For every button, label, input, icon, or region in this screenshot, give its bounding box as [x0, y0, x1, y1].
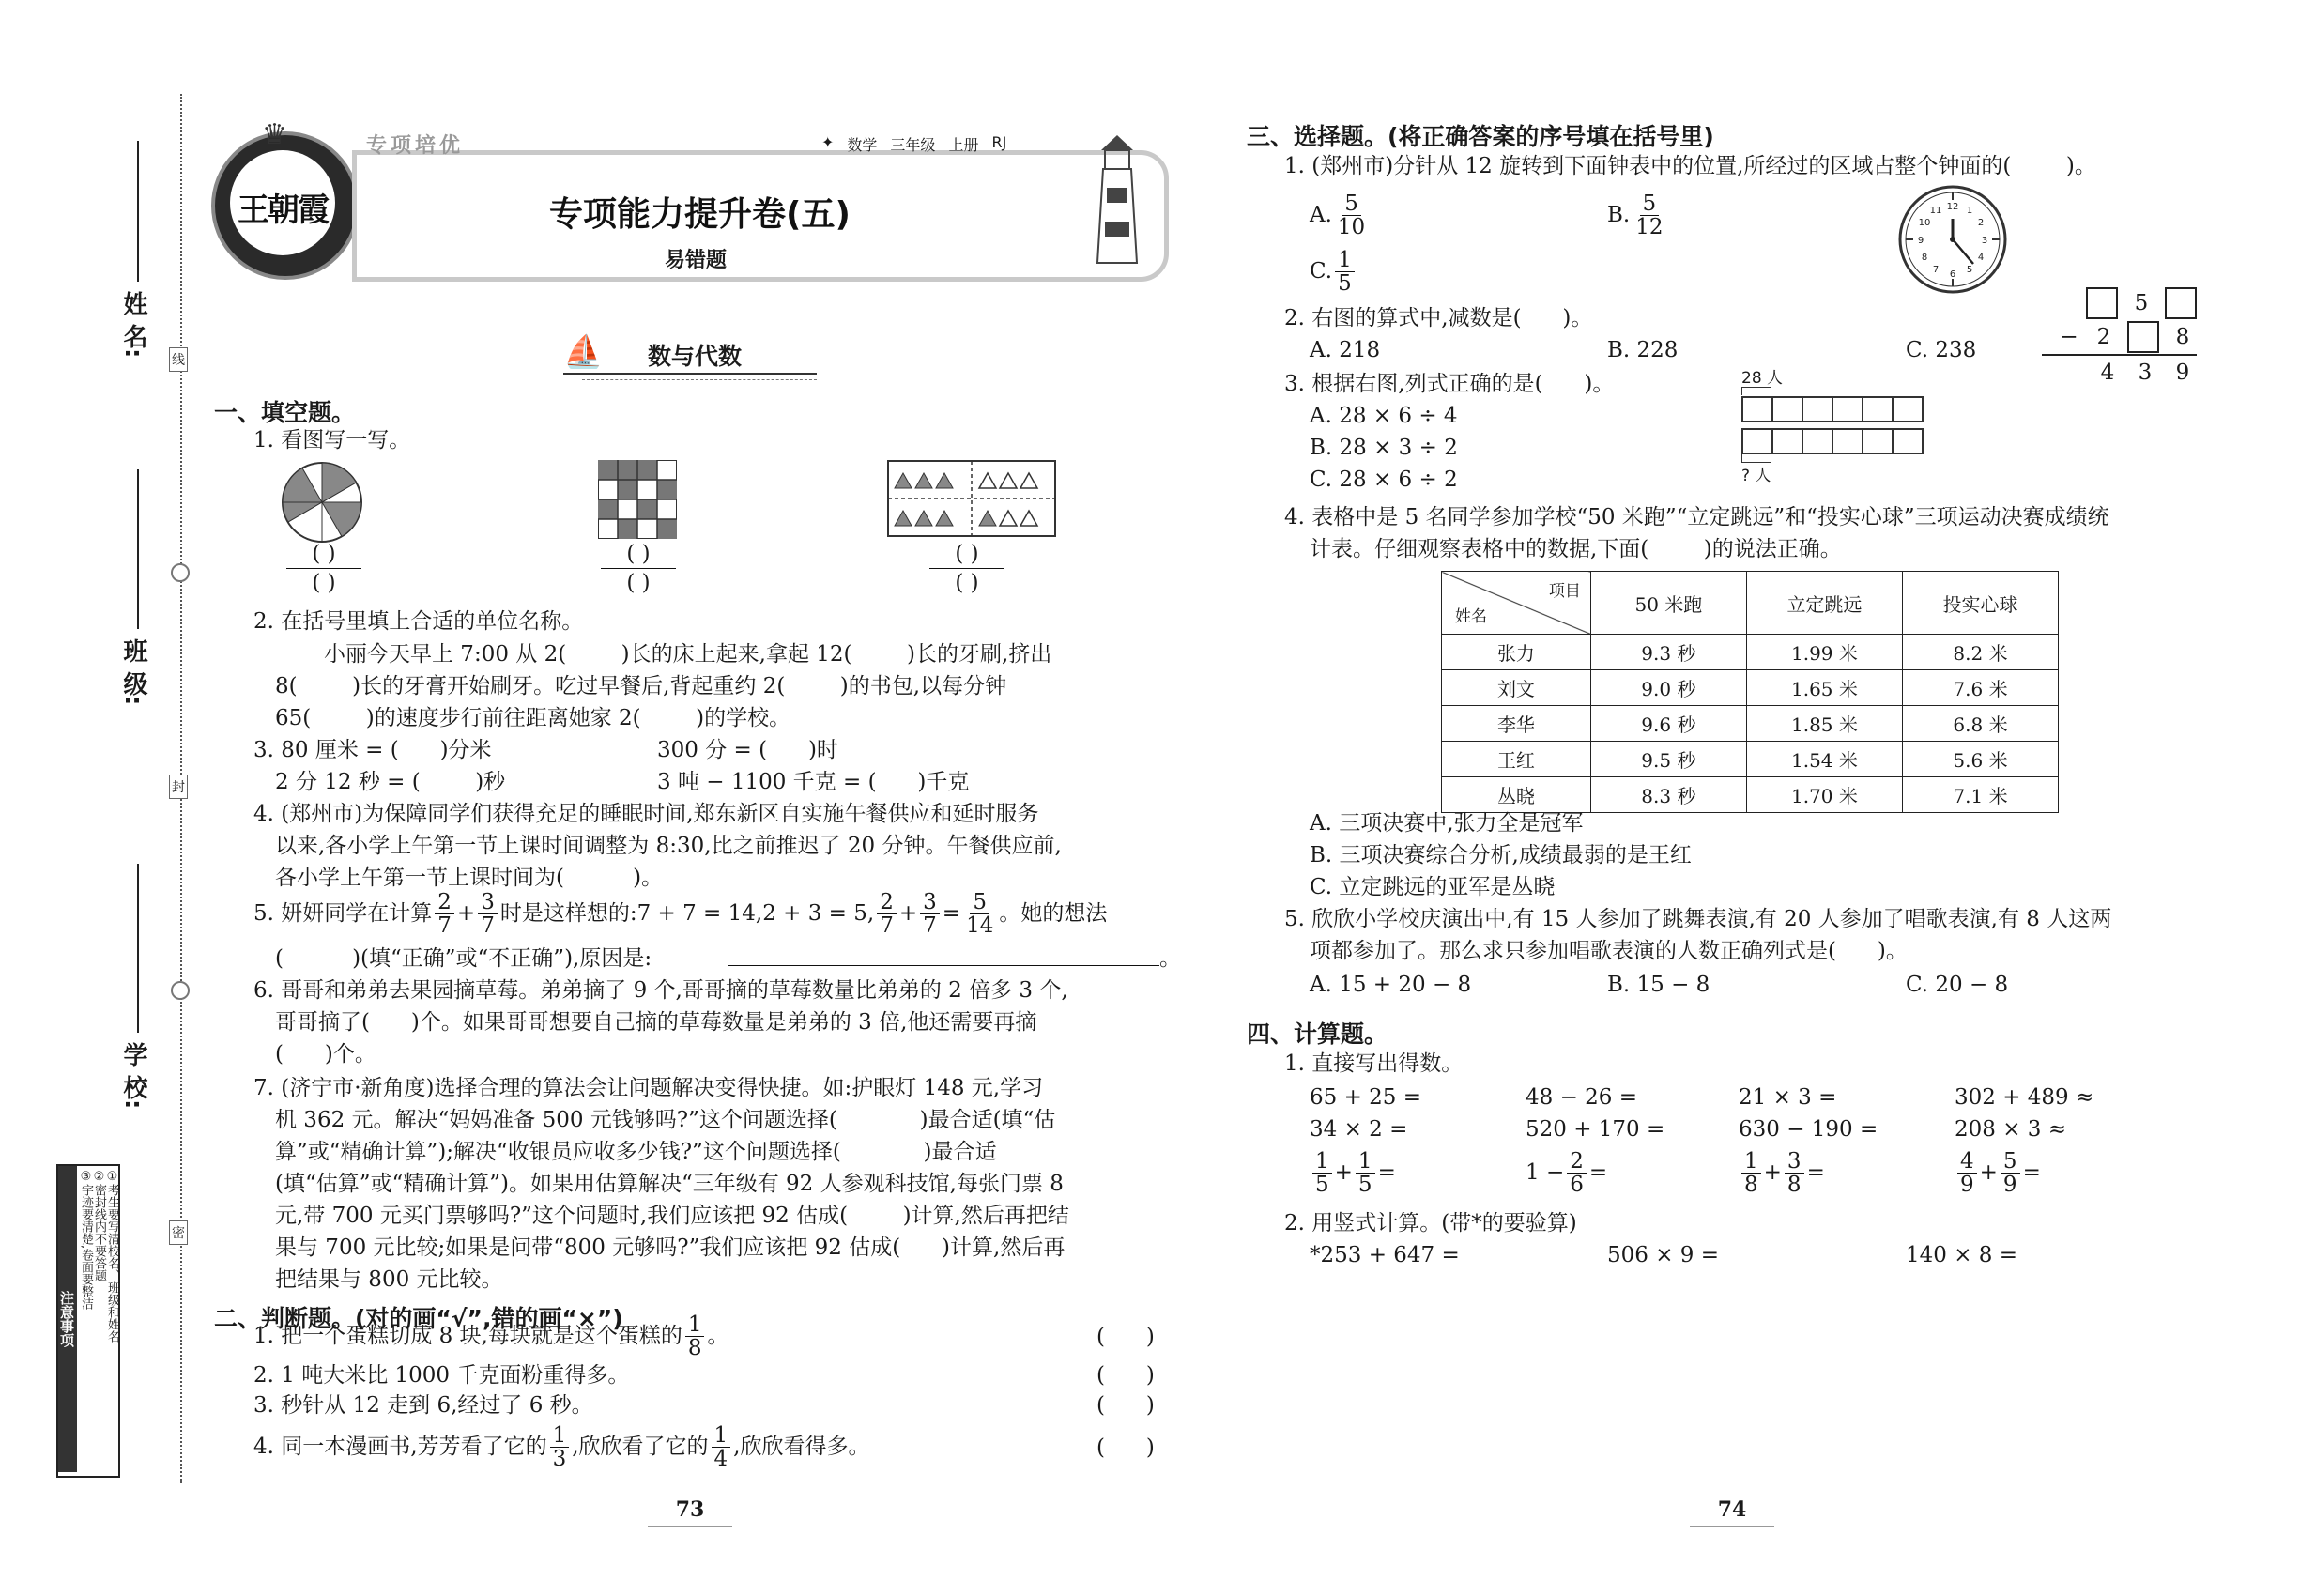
c4-option-c[interactable]: C. 立定跳远的亚军是丛晓 [1310, 875, 1556, 899]
column-header: 50 米跑 [1590, 572, 1746, 635]
clock-figure [1896, 183, 2009, 296]
digit: 5 [2134, 291, 2149, 315]
fraction: $\frac{3}{8}$ [1785, 1150, 1804, 1196]
vertical-calc-item: 506 × 9 = [1607, 1243, 1720, 1267]
lighthouse-icon [1084, 131, 1150, 272]
minus-sign: − [2060, 325, 2078, 349]
q5-post: 。她的想法 [999, 901, 1108, 926]
q5-pre: 5. 妍妍同学在计算 [253, 901, 433, 926]
part3-title: 三、选择题。(将正确答案的序号填在括号里) [1247, 123, 1714, 150]
fraction: $\frac{1}{5}$ [1335, 249, 1355, 295]
notice-item: ①考生要写清校名、班级和姓名 [105, 1170, 119, 1343]
table-row: 张力 9.3 秒 1.99 米 8.2 米 [1442, 635, 2059, 670]
calc-item: $\frac{1}{8}$ + $\frac{3}{8}$ = [1739, 1142, 1825, 1204]
c2-option-b[interactable]: B. 228 [1607, 338, 1679, 362]
q5-end: 。 [1159, 946, 1181, 971]
notice-item: ②密封线内不要答题 [92, 1170, 106, 1281]
c4-option-a[interactable]: A. 三项决赛中,张力全是冠军 [1310, 811, 1584, 836]
svg-text:1: 1 [1966, 206, 1973, 216]
seal-marker-line: 线 [169, 347, 188, 372]
corner-bottom-label: 姓名 [1455, 607, 1487, 626]
c2-stem: 2. 右图的算式中,减数是( )。 [1284, 306, 1593, 330]
svg-text:2: 2 [1977, 218, 1985, 228]
svg-text:11: 11 [1929, 206, 1942, 216]
part4-title: 四、计算题。 [1247, 1021, 1388, 1048]
q2-stem: 2. 在括号里填上合适的单位名称。 [253, 609, 584, 634]
vertical-calc-item: 140 × 8 = [1906, 1243, 2018, 1267]
svg-text:8: 8 [1921, 253, 1928, 263]
column-header: 投实心球 [1903, 572, 2059, 635]
c5-option-c[interactable]: C. 20 − 8 [1906, 973, 2009, 997]
calc-item: 208 × 3 ≈ [1955, 1117, 2067, 1142]
judge-3-mark[interactable]: ( ) [1096, 1393, 1155, 1418]
k1-stem: 1. 直接写出得数。 [1284, 1051, 1464, 1076]
meta-star-icon: ✦ [821, 133, 835, 151]
notice-box [56, 1164, 120, 1478]
digit-box[interactable] [2165, 287, 2197, 319]
c3-stem: 3. 根据右图,列式正确的是( )。 [1284, 372, 1615, 396]
q7-line4: (填“估算”或“精确计算”)。如果用估算解决“三年级有 92 人参观科技馆,每张门票 8 [275, 1172, 1064, 1196]
part2-title: 二、判断题。(对的画“√”,错的画“×”) [214, 1305, 623, 1332]
digit-box[interactable] [2127, 321, 2159, 353]
q1a-denominator-blank[interactable]: ( ) [312, 571, 336, 595]
binding-strip [56, 94, 197, 1483]
q2-line1: 小丽今天早上 7:00 从 2( )长的床上起来,拿起 12( )长的牙刷,挤出 [324, 642, 1052, 667]
judge-1: 1. 把一个蛋糕切成 8 块,每块就是这个蛋糕的 $\frac{1}{8}$ 。 [253, 1312, 729, 1360]
c4-line2: 计表。仔细观察表格中的数据,下面( )的说法正确。 [1310, 537, 1842, 561]
table-row: 李华 9.6 秒 1.85 米 6.8 米 [1442, 706, 2059, 742]
q7-line5: 元,带 700 元买门票够吗?”这个问题时,我们应该把 92 估成( )计算,然后再把结 [275, 1204, 1069, 1228]
fraction: $\frac{5}{9}$ [2001, 1150, 2020, 1196]
digit: 4 [2100, 361, 2115, 385]
calc-item: 520 + 170 = [1526, 1117, 1665, 1142]
digit-box[interactable] [2086, 287, 2118, 319]
q1c-denominator-blank[interactable]: ( ) [955, 571, 979, 595]
q3-d: 3 吨 − 1100 千克 = ( )千克 [657, 770, 970, 794]
q1-answer-a[interactable] [286, 540, 361, 597]
page-title: 专项能力提升卷(五) [549, 195, 851, 234]
header-banner [211, 118, 1178, 282]
fraction: $\frac{1}{8}$ [1741, 1150, 1761, 1196]
section-heading [563, 333, 817, 380]
section-title: 数与代数 [648, 343, 743, 370]
svg-text:5: 5 [1966, 265, 1973, 275]
q2-line2: 8( )长的牙膏开始刷牙。吃过早餐后,背起重约 2( )的书包,以每分钟 [275, 674, 1007, 698]
c4-line1: 4. 表格中是 5 名同学参加学校“50 米跑”“立定跳远”和“投实心球”三项运动决赛成绩统 [1284, 505, 2109, 529]
meta-grade: 三年级 [890, 136, 936, 154]
q7-line7: 把结果与 800 元比较。 [275, 1267, 503, 1292]
q5-mid: 时是这样想的:7 + 7 = 14,2 + 3 = 5, [499, 901, 875, 926]
digit: 8 [2175, 325, 2190, 349]
fraction: $\frac{1}{8}$ [685, 1313, 705, 1359]
q6-line1: 6. 哥哥和弟弟去果园摘草莓。弟弟摘了 9 个,哥哥摘的草莓数量比弟弟的 2 倍多 3 个, [253, 978, 1068, 1003]
svg-text:10: 10 [1918, 218, 1931, 228]
digit: 2 [2096, 325, 2111, 349]
c2-option-a[interactable]: A. 218 [1310, 338, 1381, 362]
fraction: $\frac{1}{5}$ [1356, 1150, 1375, 1196]
crown-icon: ♛ [262, 118, 287, 151]
meta-subject: 数学 [847, 136, 878, 154]
c3-option-c[interactable]: C. 28 × 6 ÷ 2 [1310, 468, 1458, 492]
c3-option-b[interactable]: B. 28 × 3 ÷ 2 [1310, 436, 1458, 460]
calc-item: 48 − 26 = [1526, 1085, 1638, 1110]
q1-stem: 1. 看图写一写。 [253, 428, 411, 453]
pie-figure [280, 460, 364, 545]
fraction: $\frac{2}{7}$ [877, 891, 897, 937]
c2-option-c[interactable]: C. 238 [1906, 338, 1977, 362]
class-field[interactable] [137, 469, 139, 629]
table-corner [1442, 572, 1591, 635]
q5-reason-field[interactable] [728, 965, 1159, 966]
digit: 9 [2175, 361, 2190, 385]
q7-line3: 算”或“精确计算”);解决“收银员应收多少钱?”这个问题选择( )最合适 [275, 1140, 997, 1164]
q1b-numerator-blank[interactable]: ( ) [601, 540, 676, 569]
c5-line1: 5. 欣欣小学校庆演出中,有 15 人参加了跳舞表演,有 20 人参加了唱歌表演,有 8 人这两 [1284, 907, 2112, 931]
svg-text:4: 4 [1977, 253, 1985, 263]
q7-line2: 机 362 元。解决“妈妈准备 500 元钱够吗?”这个问题选择( )最合适(填“估 [275, 1108, 1056, 1132]
svg-text:7: 7 [1932, 265, 1940, 275]
meta-edition: RJ [991, 133, 1007, 151]
q7-line6: 果与 700 元比较;如果是问带“800 元够吗?”我们应该把 92 估成( )计算,然后再 [275, 1235, 1066, 1260]
q1c-numerator-blank[interactable]: ( ) [929, 540, 1004, 569]
calc-item: $\frac{4}{9}$ + $\frac{5}{9}$ = [1955, 1142, 2041, 1204]
seal-marker-seal: 封 [169, 775, 188, 799]
c5-line2: 项都参加了。那么求只参加唱歌表演的人数正确列式是( )。 [1310, 939, 1908, 963]
c3-bottom-label: ? 人 [1741, 467, 1771, 485]
judge-1-mark[interactable]: ( ) [1096, 1325, 1155, 1349]
table-row: 丛晓 8.3 秒 1.70 米 7.1 米 [1442, 777, 2059, 813]
calc-item: 630 − 190 = [1739, 1117, 1878, 1142]
page-subtitle: 易错题 [657, 244, 734, 273]
sailboat-icon: ⛵ [563, 333, 604, 371]
fraction: $\frac{2}{7}$ [435, 891, 454, 937]
c3-option-a[interactable]: A. 28 × 6 ÷ 4 [1310, 404, 1458, 428]
q5-line2: ( )(填“正确”或“不正确”),原因是: [275, 946, 652, 971]
page-number-right: 74 [1690, 1497, 1774, 1527]
school-label: 学 校: [119, 1042, 147, 1110]
name-label: 姓 名: [119, 291, 147, 359]
judge-3: 3. 秒针从 12 走到 6,经过了 6 秒。 [253, 1393, 593, 1418]
fraction: $\frac{3}{7}$ [478, 891, 498, 937]
calc-item: 34 × 2 = [1310, 1117, 1408, 1142]
part1-title: 一、填空题。 [214, 399, 356, 426]
fraction: $\frac{4}{9}$ [1957, 1150, 1977, 1196]
c1-stem: 1. (郑州市)分针从 12 旋转到下面钟表中的位置,所经过的区域占整个钟面的( )。 [1284, 154, 2096, 178]
meta-term: 上册 [948, 136, 979, 154]
c3-top-label: 28 人 [1741, 369, 1784, 388]
q5-line1: 5. 妍妍同学在计算 $\frac{2}{7}$ + $\frac{3}{7}$ 时是这样想的:7 + 7 = 14,2 + 3 = 5, $\frac{2}{7}$ + $\frac{3}{7}$ = $\frac{5}{14}$ 。她的想法 [253, 889, 1108, 938]
calc-item: 302 + 489 ≈ [1955, 1085, 2094, 1110]
fraction: $\frac{1}{4}$ [712, 1424, 731, 1470]
q3-a: 3. 80 厘米 = ( )分米 [253, 738, 492, 762]
notice-title: 注意事项 [58, 1166, 77, 1472]
fraction: $\frac{5}{12}$ [1635, 191, 1664, 239]
judge-2: 2. 1 吨大米比 1000 千克面粉重得多。 [253, 1363, 630, 1388]
q1-answer-c[interactable] [929, 540, 1004, 597]
topic-tag: 专项培优 [366, 134, 465, 158]
score-table [1441, 571, 2059, 813]
fraction: $\frac{1}{3}$ [550, 1424, 570, 1470]
corner-top-label: 项目 [1548, 582, 1581, 601]
table-row: 王红 9.5 秒 1.54 米 5.6 米 [1442, 742, 2059, 777]
notice-item: ③字迹要清楚,卷面要整洁 [79, 1170, 93, 1311]
q3-c: 2 分 12 秒 = ( )秒 [275, 770, 506, 794]
c5-option-b[interactable]: B. 15 − 8 [1607, 973, 1710, 997]
q1-answer-b[interactable] [601, 540, 676, 597]
c1-option-a[interactable]: A. $\frac{5}{10}$ [1310, 184, 1371, 246]
calc-item: 65 + 25 = [1310, 1085, 1422, 1110]
svg-text:9: 9 [1917, 236, 1924, 246]
binding-hole [171, 981, 190, 1000]
c3-bar-diagram [1741, 364, 1910, 486]
q7-line1: 7. (济宁市·新角度)选择合理的算法会让问题解决变得快捷。如:护眼灯 148 元,学习 [253, 1076, 1044, 1100]
judge-4: 4. 同一本漫画书,芳芳看了它的 $\frac{1}{3}$ ,欣欣看了它的 $\frac{1}{4}$ ,欣欣看得多。 [253, 1422, 870, 1471]
k2-stem: 2. 用竖式计算。(带*的要验算) [1284, 1211, 1577, 1235]
fraction: $\frac{5}{10}$ [1337, 191, 1366, 239]
grid-figure [598, 460, 677, 539]
q3-b: 300 分 = ( )时 [657, 738, 838, 762]
q4-line2: 以来,各小学上午第一节上课时间调整为 8:30,比之前推迟了 20 分钟。午餐供应前, [275, 834, 1062, 858]
digit: 3 [2138, 361, 2153, 385]
q1a-numerator-blank[interactable]: ( ) [286, 540, 361, 569]
c1-option-b[interactable]: B. $\frac{5}{12}$ [1607, 184, 1669, 246]
column-header: 立定跳远 [1746, 572, 1902, 635]
fraction: $\frac{3}{7}$ [920, 891, 940, 937]
calc-item: $\frac{1}{5}$ + $\frac{1}{5}$ = [1310, 1142, 1396, 1204]
brand-name: 王朝霞 [238, 192, 328, 229]
calc-item: 21 × 3 = [1739, 1085, 1837, 1110]
q6-line2: 哥哥摘了( )个。如果哥哥想要自己摘的草莓数量是弟弟的 3 倍,他还需要再摘 [275, 1010, 1037, 1035]
c2-vertical-subtraction [2042, 286, 2197, 390]
svg-text:6: 6 [1949, 269, 1956, 280]
triangle-figure [887, 460, 1056, 537]
fraction: $\frac{2}{6}$ [1567, 1150, 1587, 1196]
calc-item: 1 − $\frac{2}{6}$ = [1526, 1148, 1608, 1197]
name-field[interactable] [137, 141, 139, 282]
table-row: 刘文 9.0 秒 1.65 米 7.6 米 [1442, 670, 2059, 706]
binding-hole [171, 563, 190, 582]
school-field[interactable] [137, 864, 139, 1033]
svg-text:12: 12 [1946, 202, 1959, 212]
c5-option-a[interactable]: A. 15 + 20 − 8 [1310, 973, 1472, 997]
judge-2-mark[interactable]: ( ) [1096, 1363, 1155, 1388]
page-number-left: 73 [648, 1497, 732, 1527]
q6-line3: ( )个。 [275, 1042, 376, 1067]
q4-line1: 4. (郑州市)为保障同学们获得充足的睡眠时间,郑东新区自实施午餐供应和延时服务 [253, 802, 1039, 826]
q2-line3: 65( )的速度步行前往距离她家 2( )的学校。 [275, 706, 791, 730]
fraction: $\frac{5}{14}$ [966, 889, 994, 938]
judge-4-mark[interactable]: ( ) [1096, 1435, 1155, 1460]
seal-marker-secret: 密 [169, 1220, 188, 1245]
q4-line3: 各小学上午第一节上课时间为( )。 [275, 866, 664, 890]
grade-meta [821, 133, 1006, 155]
c1-option-c[interactable]: C. $\frac{1}{5}$ [1310, 240, 1357, 302]
c4-option-b[interactable]: B. 三项决赛综合分析,成绩最弱的是王红 [1310, 843, 1692, 867]
class-label: 班 级: [119, 638, 147, 706]
fraction: $\frac{1}{5}$ [1312, 1150, 1332, 1196]
q1b-denominator-blank[interactable]: ( ) [626, 571, 651, 595]
svg-text:3: 3 [1981, 236, 1988, 246]
vertical-calc-item: *253 + 647 = [1310, 1243, 1460, 1267]
brand-logo [211, 118, 360, 280]
